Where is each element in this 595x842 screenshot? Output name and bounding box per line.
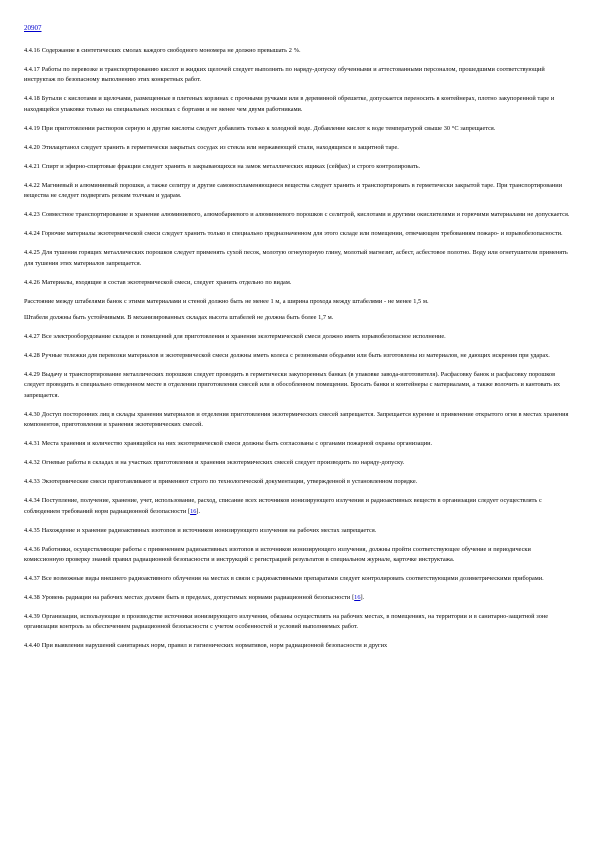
paragraph-number: 4.4.37 (24, 575, 40, 583)
paragraph-text: Расстояние между штабелями банок с этими материалами и стеной должно быть не менее 1 м, а ширина прохода между штабелями - не менее 1,5 м. (24, 297, 429, 305)
paragraph-text: Материалы, входящие в состав экзотермической смеси, следует хранить отдельно по видам. (41, 278, 292, 286)
paragraph-number: 4.4.40 (24, 642, 40, 650)
paragraph-number: 4.4.28 (24, 352, 40, 360)
paragraph (24, 124, 571, 134)
paragraph-number: 4.4.26 (24, 278, 40, 286)
paragraph-text: Доступ посторонних лиц в склады хранения материалов и отделения приготовления экзотермических смесей запрещается. Запрещается курение и применение открытого огня в местах хранения компонентов, приготовления и хранения экзотермических смесей. (24, 410, 569, 429)
paragraph-text: Выдачу и транспортирование металлических порошков следует проводить в герметически закупоренных банках (в упаковке завода-изготовителя). Расфасовку банок и расфасовку порошков следует проводить в специально отведенном месте в отделении приготовления смесей или в обособленном помещении. Бросать банки и контейнеры с материалами, а также волочить и кантовать их запрещается. (24, 371, 561, 399)
paragraph (24, 458, 571, 468)
paragraph (24, 297, 571, 307)
paragraph-text: Огневые работы в складах и на участках приготовления и хранения экзотермических смесей следует производить по наряду-допуску. (41, 459, 405, 467)
paragraph-number: 4.4.29 (24, 371, 40, 379)
paragraph-number: 4.4.18 (24, 95, 40, 103)
paragraph-text: Этилацетанол следует хранить в герметически закрытых сосудах из стекла или нержавеющей стали, находящихся в защитной таре. (41, 143, 399, 151)
paragraph-text: При приготовлении растворов серную и другие кислоты следует добавлять только к холодной воде. Добавление кислот к воде температурой свыше 30 °С запрещается. (41, 124, 496, 132)
paragraph (24, 641, 571, 651)
paragraph (24, 612, 571, 633)
paragraph-text: Для тушения горящих металлических порошков следует применять сухой песок, молотую огнеупорную глину, молотый магнезит, асбест, асбестовое полотно. Воду или огнетушители применять для тушения этих материалов запрещается. (24, 249, 568, 267)
paragraph-number: 4.4.23 (24, 211, 40, 219)
paragraph (24, 439, 571, 449)
paragraph (24, 162, 571, 172)
paragraph-number: 4.4.31 (24, 440, 40, 448)
paragraph (24, 496, 571, 517)
paragraph-text: Ручные тележки для перевозки материалов и экзотермической смеси должны иметь колеса с резиновыми ободьями или быть изготовлены из материалов, не дающих искрения при ударах. (41, 352, 550, 360)
paragraph-text: Работники, осуществляющие работы с применением радиоактивных изотопов и источников ионизирующего излучения, должны пройти соответствующее обучение и периодически комиссионную проверку знаний правил радиационной безопасности и инструкций с регистрацией результатов в специальном журнале, карточке инструктажа. (24, 545, 531, 564)
paragraph (24, 210, 571, 220)
paragraph-text: Совместное транспортирование и хранение алюминиевого, алюмобариевого и алюминиевого порошков с селитрой, кислотами и другими окислителями и горючими материалами не допускается. (41, 211, 570, 219)
reference-link[interactable]: 16 (190, 507, 197, 515)
paragraph (24, 313, 571, 323)
paragraph-text: Нахождение и хранение радиоактивных изотопов и источников ионизирующего излучения на рабочих местах запрещается. (41, 526, 377, 534)
paragraph-text: Горючие материалы экзотермической смеси следует хранить только в специально предназначенном для этого складе или помещении, отвечающем требованиям пожаро- и взрывобезопасности. (41, 230, 563, 238)
paragraph (24, 545, 571, 566)
paragraph (24, 370, 571, 401)
paragraph-number: 4.4.16 (24, 47, 40, 54)
paragraph-number: 4.4.19 (24, 124, 40, 132)
paragraph-text: Поступление, получение, хранение, учет, использование, расход, списание всех источников ионизирующего излучения и радиоактивных веществ в организации следует осуществлять с соблюдением требований норм радиационной безопасности [ (24, 497, 542, 515)
paragraph (24, 248, 571, 269)
paragraph-number: 4.4.36 (24, 545, 40, 553)
paragraph-number: 4.4.17 (24, 66, 40, 73)
paragraph (24, 278, 571, 288)
paragraph-text: Работы по перевозке и транспортированию кислот и жидких щелочей следует выполнять по наряду-допуску обученными и аттестованными персоналом, прошедшими соответствующий инструктаж по безопасному выполнению этих конкретных работ. (24, 66, 545, 84)
paragraph (24, 593, 571, 603)
paragraph-text: Штабеля должны быть устойчивыми. В механизированных складах высота штабелей не должна быть более 1,7 м. (24, 314, 334, 322)
paragraph (24, 351, 571, 361)
paragraph (24, 46, 571, 56)
paragraph (24, 477, 571, 487)
paragraph (24, 526, 571, 536)
paragraph-text: Все возможные виды внешнего радиоактивного облучения на местах в связи с радиоактивными препаратами следует контролировать соответствующими дозиметрическими приборами. (41, 575, 544, 583)
paragraph-number: 4.4.27 (24, 333, 40, 341)
paragraph-text: Спирт и эфирно-спиртовые фракции следует хранить в закрывающихся на замок металлических ящиках (сейфах) и строго контролировать. (41, 162, 421, 170)
paragraph (24, 143, 571, 153)
document-link[interactable]: 20907 (24, 24, 42, 32)
paragraph-number: 4.4.30 (24, 410, 40, 418)
paragraph-number: 4.4.39 (24, 613, 40, 621)
paragraph-text: Содержание в синтетических смолах каждого свободного мономера не должно превышать 2 %. (41, 47, 301, 54)
paragraph-number: 4.4.20 (24, 143, 40, 151)
paragraph-text: Бутыли с кислотами и щелочами, размещенные в плетеных корзинах с прочными ручками или в деревянной обрешетке, допускается переносить в контейнерах, плотно закупоренной таре и находящейся упаковке только на специальных носилках с бортами и не менее чем двумя работниками. (24, 95, 555, 113)
paragraph (24, 410, 571, 431)
paragraph-text: Организации, использующие в производстве источники ионизирующего излучения, обязаны осуществлять на рабочих местах, в помещениях, на территории и в санитарно-защитной зоне организации контроль за обеспечением радиационной безопасности с учетом особенностей и условий выполняемых работ. (24, 613, 549, 631)
document-body (24, 46, 571, 652)
paragraph-text: Магниевый и алюминиевый порошки, а также селитру и другие самовоспламеняющиеся вещества следует хранить и транспортировать в герметически закрытой таре. При транспортировании вещества не следует подвергать резким толчкам и ударам. (24, 181, 563, 200)
paragraph-number: 4.4.25 (24, 249, 40, 257)
reference-link[interactable]: 16 (354, 594, 361, 602)
paragraph (24, 181, 571, 202)
paragraph-number: 4.4.34 (24, 497, 40, 505)
paragraph-number: 4.4.22 (24, 181, 40, 189)
paragraph-text-end: ]. (196, 507, 201, 515)
paragraph-number: 4.4.24 (24, 230, 40, 238)
paragraph (24, 574, 571, 584)
paragraph-text: Уровень радиации на рабочих местах должен быть в пределах, допустимых нормами радиационной безопасности [ (41, 594, 355, 602)
paragraph-number: 4.4.33 (24, 478, 40, 486)
paragraph-text: Все электрооборудование складов и помещений для приготовления и хранения экзотермической смеси должно иметь взрывобезопасное исполнение. (41, 333, 446, 341)
paragraph-number: 4.4.32 (24, 459, 40, 467)
paragraph (24, 332, 571, 342)
paragraph (24, 65, 571, 86)
paragraph (24, 94, 571, 115)
paragraph-number: 4.4.38 (24, 594, 40, 602)
paragraph-text: При выявлении нарушений санитарных норм, правил и гигиенических нормативов, норм радиационной безопасности и других (41, 642, 388, 650)
paragraph-text: Экзотермические смеси приготавливают и применяют строго по технологической документации, утвержденной в установленном порядке. (41, 478, 418, 486)
paragraph-text-end: ]. (360, 594, 365, 602)
paragraph-text: Места хранения и количество хранящейся на них экзотермической смеси должны быть согласованы с органами пожарной охраны организации. (41, 440, 433, 448)
paragraph-number: 4.4.35 (24, 526, 40, 534)
paragraph (24, 229, 571, 239)
paragraph-number: 4.4.21 (24, 162, 40, 170)
